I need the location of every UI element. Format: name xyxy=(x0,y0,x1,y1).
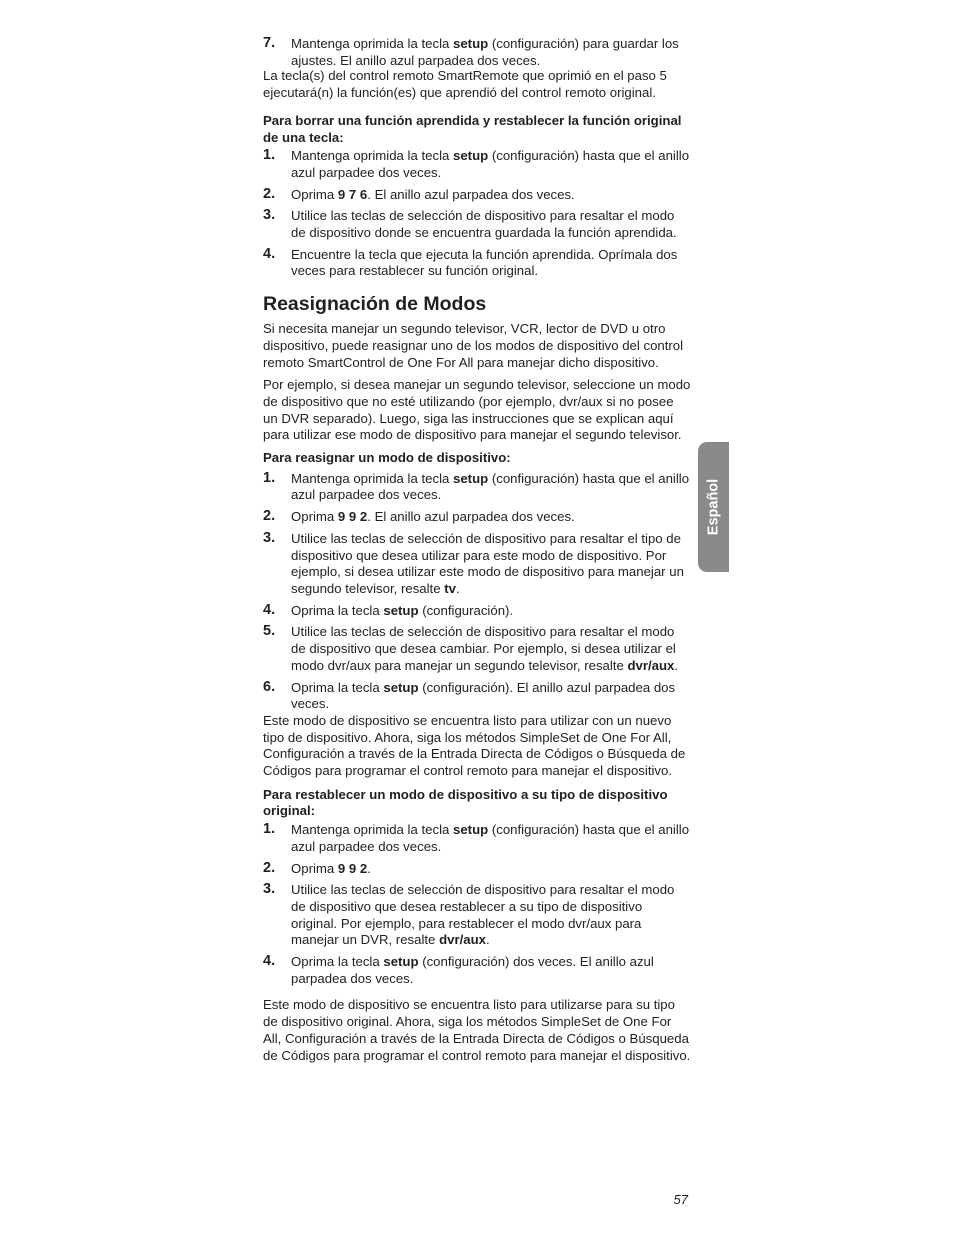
list-step xyxy=(263,822,691,855)
step-text: . xyxy=(485,932,490,948)
list-step xyxy=(263,531,691,598)
erase-steps xyxy=(263,148,691,280)
reassign-note: Este modo de dispositivo se encuentra listo para utilizar con un nuevo tipo de dispositivo. Ahora, siga los métodos SimpleSet de One For All, Configuración a través de la Entrada Directa de Códigos o Búsqueda de Códigos para programar el control remoto para manejar el dispositivo. xyxy=(263,712,686,779)
language-tab-label: Español xyxy=(705,478,722,536)
step-text: Utilice las teclas de selección de dispositivo para resaltar el modo de dispositivo que desea restablecer a su tipo de dispositivo original. Por ejemplo, para restablecer el modo dvr/aux para manejar un DVR, resalte xyxy=(291,882,675,948)
step-number: 4. xyxy=(263,245,276,262)
step-text: (configuración) dos veces. El anillo azul parpadea dos veces. xyxy=(291,954,654,986)
step-number: 1. xyxy=(263,147,276,164)
step-key-text: setup xyxy=(383,954,419,970)
step-text: Utilice las teclas de selección de dispositivo para resaltar el tipo de dispositivo que desea utilizar para este modo de dispositivo. Por ejemplo, si desea utilizar este modo de dispositivo para manejar un segundo televisor, resalte xyxy=(291,530,684,596)
step-key-text: setup xyxy=(453,148,489,164)
language-tab xyxy=(698,442,729,572)
step-number: 7. xyxy=(263,35,276,51)
step-key-text: setup xyxy=(383,602,419,618)
list-step xyxy=(263,954,691,987)
step-text: Utilice las teclas de selección de dispositivo para resaltar el modo de dispositivo donde se encuentra guardada la función aprendida. xyxy=(291,208,677,241)
list-step xyxy=(263,247,691,280)
step-text: Oprima xyxy=(291,509,338,525)
intro-paragraph-1: Si necesita manejar un segundo televisor, VCR, lector de DVD u otro dispositivo, puede reasignar uno de los modos de dispositivo del control remoto SmartControl de One For All para manejar dicho dispositivo. xyxy=(263,321,684,370)
erase-heading: Para borrar una función aprendida y restablecer la función original de una tecla: xyxy=(263,112,682,145)
step-text: Mantenga oprimida la tecla xyxy=(291,148,454,164)
step-key-text: setup xyxy=(383,679,419,695)
step-number: 3. xyxy=(263,207,276,224)
continuation-steps xyxy=(263,36,691,69)
step-text: Oprima xyxy=(291,186,338,202)
step-number: 6. xyxy=(263,678,276,695)
step-number: 3. xyxy=(263,529,276,546)
step-number: 1. xyxy=(263,469,276,486)
step-text: Oprima la tecla xyxy=(291,679,384,695)
list-step xyxy=(263,36,691,69)
step-number: 4. xyxy=(263,601,276,618)
page-number: 57 xyxy=(673,1192,688,1207)
step-text: (configuración) hasta que el anillo azul parpadee dos veces. xyxy=(291,470,690,503)
step-key-text: dvr/aux xyxy=(439,932,486,948)
intro-paragraph-2: Por ejemplo, si desea manejar un segundo televisor, seleccione un modo de dispositivo que no esté utilizando (por ejemplo, dvr/aux si no posee un DVR separado). Luego, siga las instrucciones que se explican aquí para utilizar ese modo de dispositivo para manejar el segundo televisor. xyxy=(263,377,691,443)
reassign-heading: Para reasignar un modo de dispositivo: xyxy=(263,450,511,466)
step-text: Mantenga oprimida la tecla xyxy=(291,470,454,486)
step-key-text: 9 9 2 xyxy=(337,860,368,876)
step-text: Mantenga oprimida la tecla xyxy=(291,36,454,51)
step-text: . El anillo azul parpadea dos veces. xyxy=(367,186,575,202)
restore-steps xyxy=(263,822,691,987)
list-step xyxy=(263,603,691,620)
section-title: Reasignación de Modos xyxy=(263,293,487,316)
step-text: Oprima la tecla xyxy=(291,602,384,618)
step-key-text: 9 9 2 xyxy=(337,509,368,525)
step-text: . xyxy=(455,580,460,596)
restore-heading: Para restablecer un modo de dispositivo a su tipo de dispositivo original: xyxy=(263,786,668,819)
step-number: 2. xyxy=(263,508,276,525)
list-step xyxy=(263,471,691,504)
step-text: (configuración). El anillo azul parpadea dos veces. xyxy=(291,679,676,712)
step-text: Oprima la tecla xyxy=(291,954,384,970)
step-text: Mantenga oprimida la tecla xyxy=(291,822,454,838)
list-step xyxy=(263,148,691,181)
step-number: 4. xyxy=(263,953,276,970)
step-number: 1. xyxy=(263,821,276,838)
step-number: 2. xyxy=(263,859,276,876)
step-key-text: 9 7 6 xyxy=(337,186,368,202)
list-step xyxy=(263,882,691,949)
step-key-text: setup xyxy=(453,36,489,51)
step-number: 5. xyxy=(263,623,276,640)
step-text: Oprima xyxy=(291,860,338,876)
list-step xyxy=(263,509,691,526)
list-step xyxy=(263,208,691,241)
restore-note: Este modo de dispositivo se encuentra listo para utilizarse para su tipo de dispositivo original. Ahora, siga los métodos SimpleSet de One For All, Configuración a través de la Entrada Directa de Códigos o Búsqueda de Códigos para programar el control remoto para manejar el dispositivo. xyxy=(263,997,691,1063)
step-text: (configuración) hasta que el anillo azul parpadee dos veces. xyxy=(291,148,690,180)
step-text: (configuración). xyxy=(418,602,514,618)
step-text: . El anillo azul parpadea dos veces. xyxy=(367,509,575,525)
step-text: Encuentre la tecla que ejecuta la función aprendida. Oprímala dos veces para restablecer su función original. xyxy=(291,246,678,279)
step-text: (configuración) hasta que el anillo azul parpadee dos veces. xyxy=(291,822,690,854)
page-content xyxy=(263,36,691,1070)
step-key-text: tv xyxy=(444,580,456,596)
step-number: 2. xyxy=(263,185,276,202)
step-text: . xyxy=(674,657,679,673)
list-step xyxy=(263,861,691,878)
step-text: . xyxy=(367,860,371,876)
step-key-text: dvr/aux xyxy=(627,657,675,673)
continuation-note: La tecla(s) del control remoto SmartRemote que oprimió en el paso 5 ejecutará(n) la función(es) que aprendió del control remoto original. xyxy=(263,68,667,101)
list-step xyxy=(263,187,691,204)
step-key-text: setup xyxy=(453,470,489,486)
reassign-steps xyxy=(263,471,691,713)
step-number: 3. xyxy=(263,881,276,898)
step-text: (configuración) para guardar los ajustes. El anillo azul parpadea dos veces. xyxy=(291,36,679,68)
list-step xyxy=(263,680,691,713)
step-text: Utilice las teclas de selección de dispositivo para resaltar el modo de dispositivo que desea cambiar. Por ejemplo, si desea utilizar el modo dvr/aux para manejar un segundo televisor, resalte xyxy=(291,624,676,673)
list-step xyxy=(263,624,691,674)
step-key-text: setup xyxy=(453,822,489,838)
